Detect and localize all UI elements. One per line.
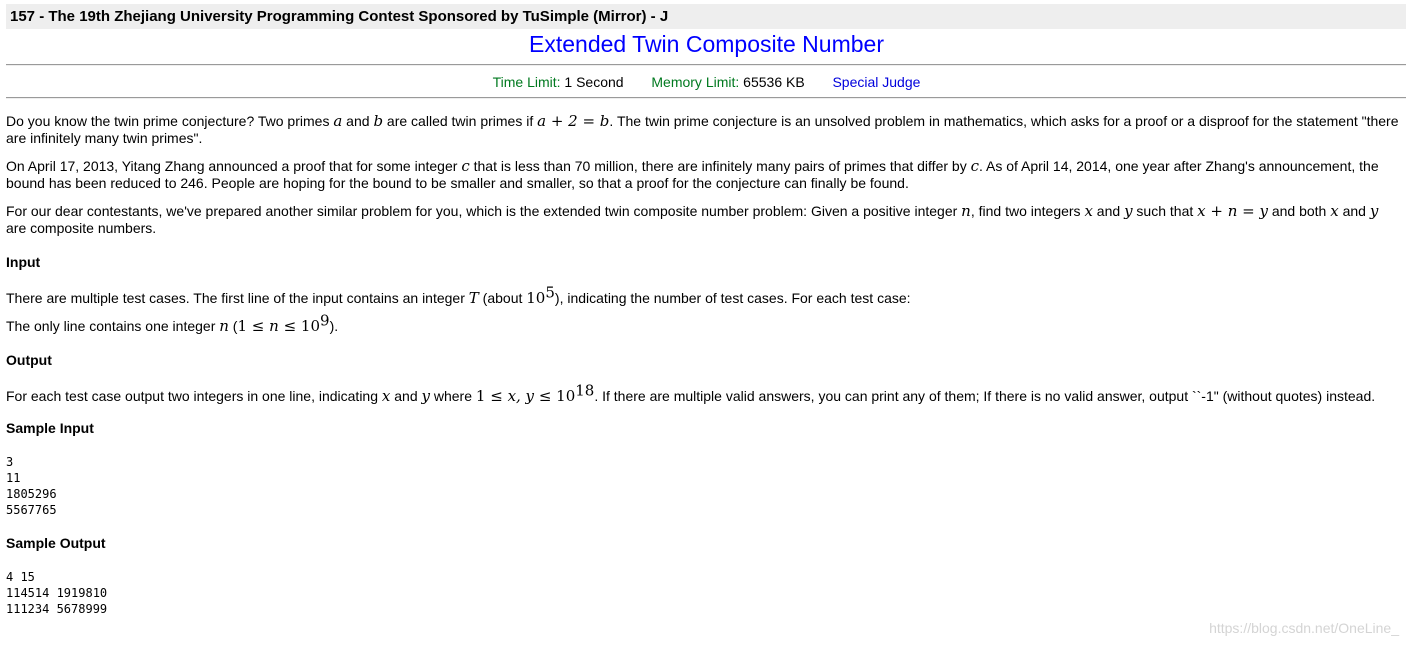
math-power-exponent: 5 [545,283,555,302]
problem-title: Extended Twin Composite Number [529,31,884,57]
sample-output-block: 4 15 114514 1919810 111234 5678999 [6,570,108,616]
sample-input-heading: Sample Input [6,420,94,436]
math-y: y [1124,202,1133,220]
math-xy: x, y [507,387,535,405]
math-x: x [381,387,391,405]
input-heading: Input [6,254,41,270]
input-paragraph-1: There are multiple test cases. The first line of the input contains an integer T (about $10^5$), indicating the number of test cases. For each test case: [6,283,911,307]
time-limit-label: Time Limit: [492,74,561,90]
math-T: T [468,289,479,307]
top-divider [6,64,1406,66]
memory-limit-label: Memory Limit: [651,74,740,90]
sample-input-block: 3 11 1805296 5567765 [6,455,57,517]
math-n: n [961,202,971,220]
math-equation: a + 2 = b [537,112,610,130]
limits-bar [0,73,1407,91]
math-power-base: 10 [556,387,576,405]
input-paragraph-2: The only line contains one integer n $(1 \le n \le 10^9)$. [6,311,339,335]
math-power-base: 10 [300,317,321,335]
output-paragraph-1: For each test case output two integers in one line, indicating x and y where 1 ≤ x, $y \le 10^{18}$. If there are multiple valid answers, you can print any of them; If there is no valid answer, output ``-1" (without quotes) instead. [6,381,1376,405]
watermark: https://blog.csdn.net/OneLine_ [1209,620,1399,636]
math-x: x [1330,202,1339,220]
math-x: x [1084,202,1093,220]
memory-limit-value: 65536 KB [743,74,805,90]
description-paragraph-3: For our dear contestants, we've prepared another similar problem for you, which is the extended twin composite number problem: Given a positive integer n, find two integers x and y such that x + n = y and both x and y are composite numbers. [6,202,1379,236]
contest-header: 157 - The 19th Zhejiang University Programming Contest Sponsored by TuSimple (Mirror) - J [6,4,1406,29]
time-limit-value: 1 Second [564,74,624,90]
output-heading: Output [6,352,52,368]
math-n: n [219,317,229,335]
problem-content [6,113,1402,617]
math-y: y [1369,202,1379,220]
math-b: b [373,112,384,130]
math-power-base: 10 [526,289,546,307]
description-paragraph-1: Do you know the twin prime conjecture? Two primes a and b are called twin primes if a + 2 = b. The twin prime conjecture is an unsolved problem in mathematics, which asks for a proof or a disproof for the statement "there are infinitely many twin primes". [6,112,1399,146]
special-judge-label: Special Judge [832,74,921,90]
bottom-divider [6,97,1406,99]
math-c: c [461,157,470,175]
math-a: a [333,112,343,130]
math-power-exponent: 18 [575,381,595,400]
math-c: c [970,157,979,175]
math-n: n [269,317,279,335]
math-y: y [421,387,430,405]
math-power-exponent: 9 [320,311,330,330]
math-equation: x + n = y [1197,202,1268,220]
description-paragraph-2: On April 17, 2013, Yitang Zhang announced a proof that for some integer c that is less than 70 million, there are infinitely many pairs of primes that differ by c. As of April 14, 2014, one year after Zhang's announcement, the bound has been reduced to 246. People are hoping for the bound to be smaller and smaller, so that a proof for the conjecture can finally be found. [6,157,1379,191]
sample-output-heading: Sample Output [6,535,106,551]
